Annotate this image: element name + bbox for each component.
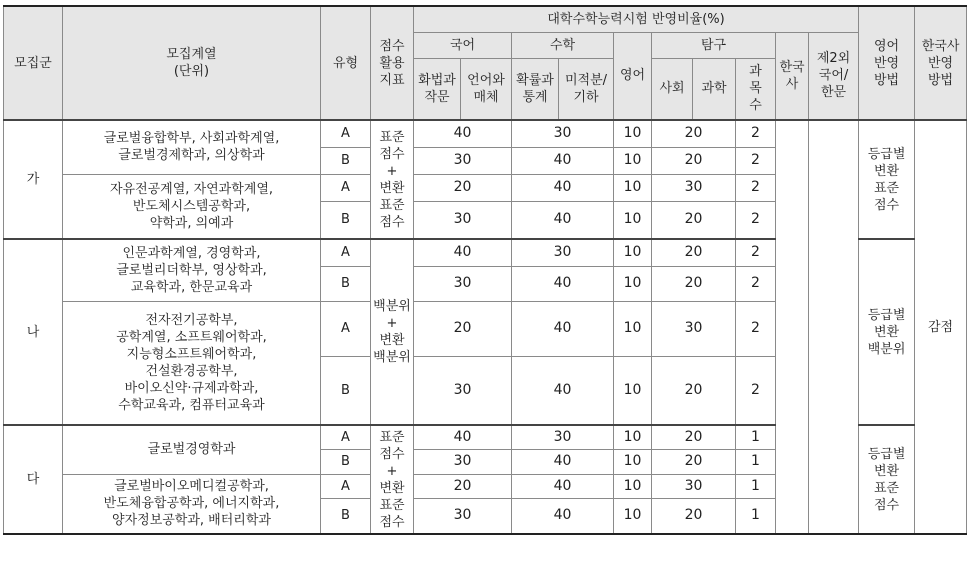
type-cell: A xyxy=(321,239,371,266)
subject-count: 2 xyxy=(736,120,776,147)
unit-cell: 자유전공계열, 자연과학계열, 반도체시스템공학과, 약학과, 의예과 xyxy=(63,174,321,239)
math-ratio: 40 xyxy=(512,266,614,301)
korean-ratio: 30 xyxy=(414,498,512,534)
math-ratio: 40 xyxy=(512,201,614,239)
inquiry-ratio: 20 xyxy=(652,266,736,301)
math-ratio: 30 xyxy=(512,425,614,449)
unit-cell: 글로벌융합학부, 사회과학계열, 글로벌경제학과, 의상학과 xyxy=(63,120,321,174)
history-method-cell: 감점 xyxy=(915,120,967,534)
english-method-cell: 등급별 변환 표준 점수 xyxy=(859,120,915,239)
inquiry-ratio: 20 xyxy=(652,425,736,449)
type-cell: B xyxy=(321,201,371,239)
unit-cell: 글로벌바이오메디컬공학과, 반도체융합공학과, 에너지학과, 양자정보공학과, 배터리학과 xyxy=(63,474,321,534)
math-ratio: 40 xyxy=(512,174,614,201)
english-ratio: 10 xyxy=(614,356,652,425)
inquiry-ratio: 30 xyxy=(652,174,736,201)
math-ratio: 40 xyxy=(512,147,614,174)
english-ratio: 10 xyxy=(614,498,652,534)
inquiry-ratio: 20 xyxy=(652,239,736,266)
header-korean-history: 한국 사 xyxy=(776,32,809,120)
subject-count: 2 xyxy=(736,201,776,239)
inquiry-ratio: 30 xyxy=(652,301,736,356)
korean-ratio: 40 xyxy=(414,120,512,147)
subject-count: 1 xyxy=(736,449,776,474)
korean-ratio: 40 xyxy=(414,239,512,266)
korean-ratio: 20 xyxy=(414,174,512,201)
type-cell: B xyxy=(321,498,371,534)
type-cell: A xyxy=(321,120,371,147)
header-subject-count: 과 목 수 xyxy=(736,58,776,120)
group-label-da: 다 xyxy=(4,425,63,534)
subject-count: 1 xyxy=(736,474,776,498)
unit-cell: 글로벌경영학과 xyxy=(63,425,321,474)
english-ratio: 10 xyxy=(614,201,652,239)
header-math: 수학 xyxy=(512,32,614,58)
score-index-cell: 백분위 + 변환 백분위 xyxy=(371,239,414,425)
subject-count: 2 xyxy=(736,147,776,174)
english-ratio: 10 xyxy=(614,449,652,474)
inquiry-ratio: 20 xyxy=(652,449,736,474)
english-method-cell: 등급별 변환 표준 점수 xyxy=(859,425,915,534)
header-korean-language-media: 언어와 매체 xyxy=(461,58,512,120)
header-score-index: 점수 활용 지표 xyxy=(371,6,414,120)
header-math-calculus-geometry: 미적분/ 기하 xyxy=(559,58,614,120)
unit-cell: 인문과학계열, 경영학과, 글로벌리더학부, 영상학과, 교육학과, 한문교육과 xyxy=(63,239,321,301)
korean-ratio: 20 xyxy=(414,474,512,498)
korean-ratio: 30 xyxy=(414,356,512,425)
korean-ratio: 30 xyxy=(414,449,512,474)
header-english: 영어 xyxy=(614,32,652,120)
math-ratio: 40 xyxy=(512,356,614,425)
header-english-method: 영어 반영 방법 xyxy=(859,6,915,120)
korean-ratio: 40 xyxy=(414,425,512,449)
header-csat-ratio: 대학수학능력시험 반영비율(%) xyxy=(414,6,859,32)
inquiry-ratio: 30 xyxy=(652,474,736,498)
header-group: 모집군 xyxy=(4,6,63,120)
math-ratio: 40 xyxy=(512,474,614,498)
second-language-cell xyxy=(809,120,859,534)
subject-count: 1 xyxy=(736,425,776,449)
group-label-na: 나 xyxy=(4,239,63,425)
table-row xyxy=(4,120,967,147)
type-cell: A xyxy=(321,301,371,356)
type-cell: A xyxy=(321,425,371,449)
header-type: 유형 xyxy=(321,6,371,120)
english-method-cell: 등급별 변환 백분위 xyxy=(859,239,915,425)
korean-ratio: 20 xyxy=(414,301,512,356)
subject-count: 2 xyxy=(736,356,776,425)
subject-count: 2 xyxy=(736,301,776,356)
inquiry-ratio: 20 xyxy=(652,120,736,147)
inquiry-ratio: 20 xyxy=(652,498,736,534)
english-ratio: 10 xyxy=(614,301,652,356)
header-dept: 모집계열 (단위) xyxy=(63,6,321,120)
admission-table-container xyxy=(3,5,967,535)
header-second-language: 제2외 국어/ 한문 xyxy=(809,32,859,120)
english-ratio: 10 xyxy=(614,147,652,174)
header-history-method: 한국사 반영 방법 xyxy=(915,6,967,120)
korean-ratio: 30 xyxy=(414,201,512,239)
korean-history-cell xyxy=(776,120,809,534)
math-ratio: 40 xyxy=(512,301,614,356)
inquiry-ratio: 20 xyxy=(652,356,736,425)
math-ratio: 30 xyxy=(512,120,614,147)
type-cell: A xyxy=(321,174,371,201)
subject-count: 2 xyxy=(736,174,776,201)
math-ratio: 30 xyxy=(512,239,614,266)
inquiry-ratio: 20 xyxy=(652,147,736,174)
type-cell: B xyxy=(321,266,371,301)
type-cell: B xyxy=(321,147,371,174)
score-index-cell: 표준 점수 + 변환 표준 점수 xyxy=(371,120,414,239)
type-cell: A xyxy=(321,474,371,498)
english-ratio: 10 xyxy=(614,120,652,147)
type-cell: B xyxy=(321,356,371,425)
admission-ratio-table xyxy=(3,5,967,535)
english-ratio: 10 xyxy=(614,266,652,301)
math-ratio: 40 xyxy=(512,498,614,534)
english-ratio: 10 xyxy=(614,239,652,266)
header-korean-speech-writing: 화법과 작문 xyxy=(414,58,461,120)
subject-count: 2 xyxy=(736,239,776,266)
subject-count: 2 xyxy=(736,266,776,301)
header-korean: 국어 xyxy=(414,32,512,58)
type-cell: B xyxy=(321,449,371,474)
korean-ratio: 30 xyxy=(414,147,512,174)
group-label-ga: 가 xyxy=(4,120,63,239)
unit-cell: 전자전기공학부, 공학계열, 소프트웨어학과, 지능형소프트웨어학과, 건설환경공학부, 바이오신약·규제과학과, 수학교육과, 컴퓨터교육과 xyxy=(63,301,321,425)
subject-count: 1 xyxy=(736,498,776,534)
inquiry-ratio: 20 xyxy=(652,201,736,239)
header-science: 과학 xyxy=(693,58,736,120)
math-ratio: 40 xyxy=(512,449,614,474)
header-math-probability-statistics: 확률과 통계 xyxy=(512,58,559,120)
score-index-cell: 표준 점수 + 변환 표준 점수 xyxy=(371,425,414,534)
header-inquiry: 탐구 xyxy=(652,32,776,58)
korean-ratio: 30 xyxy=(414,266,512,301)
english-ratio: 10 xyxy=(614,174,652,201)
header-social: 사회 xyxy=(652,58,693,120)
english-ratio: 10 xyxy=(614,474,652,498)
english-ratio: 10 xyxy=(614,425,652,449)
